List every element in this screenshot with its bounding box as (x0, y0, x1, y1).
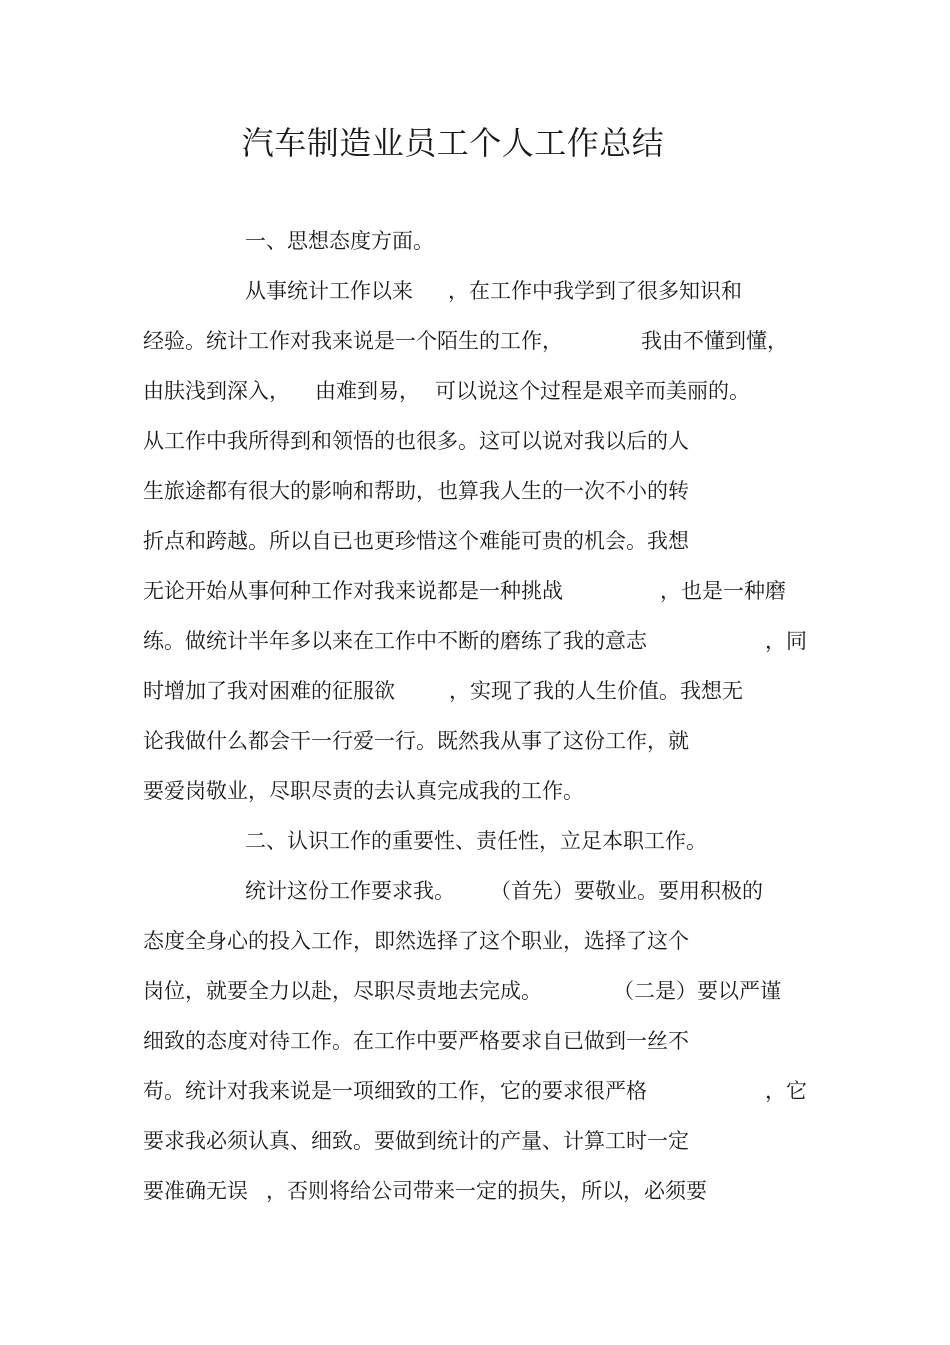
text-segment: ，在工作中我学到了很多知识和 (448, 279, 742, 303)
text-segment: 从事统计工作以来 (245, 279, 413, 303)
text-segment: 无论开始从事何种工作对我来说都是一种挑战 (143, 579, 563, 603)
text-segment: 由肤浅到深入， (143, 379, 290, 403)
text-segment: 细致的态度对待工作。在工作中要严格要求自已做到一丝不 (143, 1029, 689, 1053)
text-segment: 苟。统计对我来说是一项细致的工作，它的要求很严格 (143, 1079, 647, 1103)
text-segment: （二是）要以严谨 (613, 979, 781, 1003)
text-segment: 要爱岗敬业，尽职尽责的去认真完成我的工作。 (143, 779, 584, 803)
text-segment: ，实现了我的人生价值。我想无 (449, 679, 743, 703)
text-segment: 论我做什么都会干一行爱一行。既然我从事了这份工作，就 (143, 729, 689, 753)
text-segment: 练。做统计半年多以来在工作中不断的磨练了我的意志 (143, 629, 647, 653)
text-segment: 由难到易， (315, 379, 420, 403)
text-segment: ，它 (765, 1079, 807, 1103)
text-segment: 二、认识工作的重要性、责任性，立足本职工作。 (245, 829, 707, 853)
text-segment: 经验。统计工作对我来说是一个陌生的工作， (143, 329, 563, 353)
text-segment: ，同 (765, 629, 807, 653)
text-segment: 我由不懂到懂， (641, 329, 788, 353)
text-segment: 可以说这个过程是艰辛而美丽的。 (435, 379, 750, 403)
text-segment: 态度全身心的投入工作，即然选择了这个职业，选择了这个 (143, 929, 689, 953)
text-segment: 岗位，就要全力以赴，尽职尽责地去完成。 (143, 979, 542, 1003)
text-segment: 要准确无误 (143, 1179, 248, 1203)
text-segment: ，否则将给公司带来一定的损失，所以，必须要 (266, 1179, 707, 1203)
text-segment: ，也是一种磨 (660, 579, 786, 603)
text-segment: 折点和跨越。所以自已也更珍惜这个难能可贵的机会。我想 (143, 529, 689, 553)
text-segment: 时增加了我对困难的征服欲 (143, 679, 395, 703)
text-segment: 统计这份工作要求我。 (245, 879, 455, 903)
text-segment: 要求我必须认真、细致。要做到统计的产量、计算工时一定 (143, 1129, 689, 1153)
text-segment: 生旅途都有很大的影响和帮助，也算我人生的一次不小的转 (143, 479, 689, 503)
text-segment: （首先）要敬业。要用积极的 (490, 879, 763, 903)
document-title: 汽车制造业员工个人工作总结 (241, 124, 665, 162)
text-segment: 一、思想态度方面。 (245, 229, 434, 253)
text-segment: 从工作中我所得到和领悟的也很多。这可以说对我以后的人 (143, 429, 689, 453)
